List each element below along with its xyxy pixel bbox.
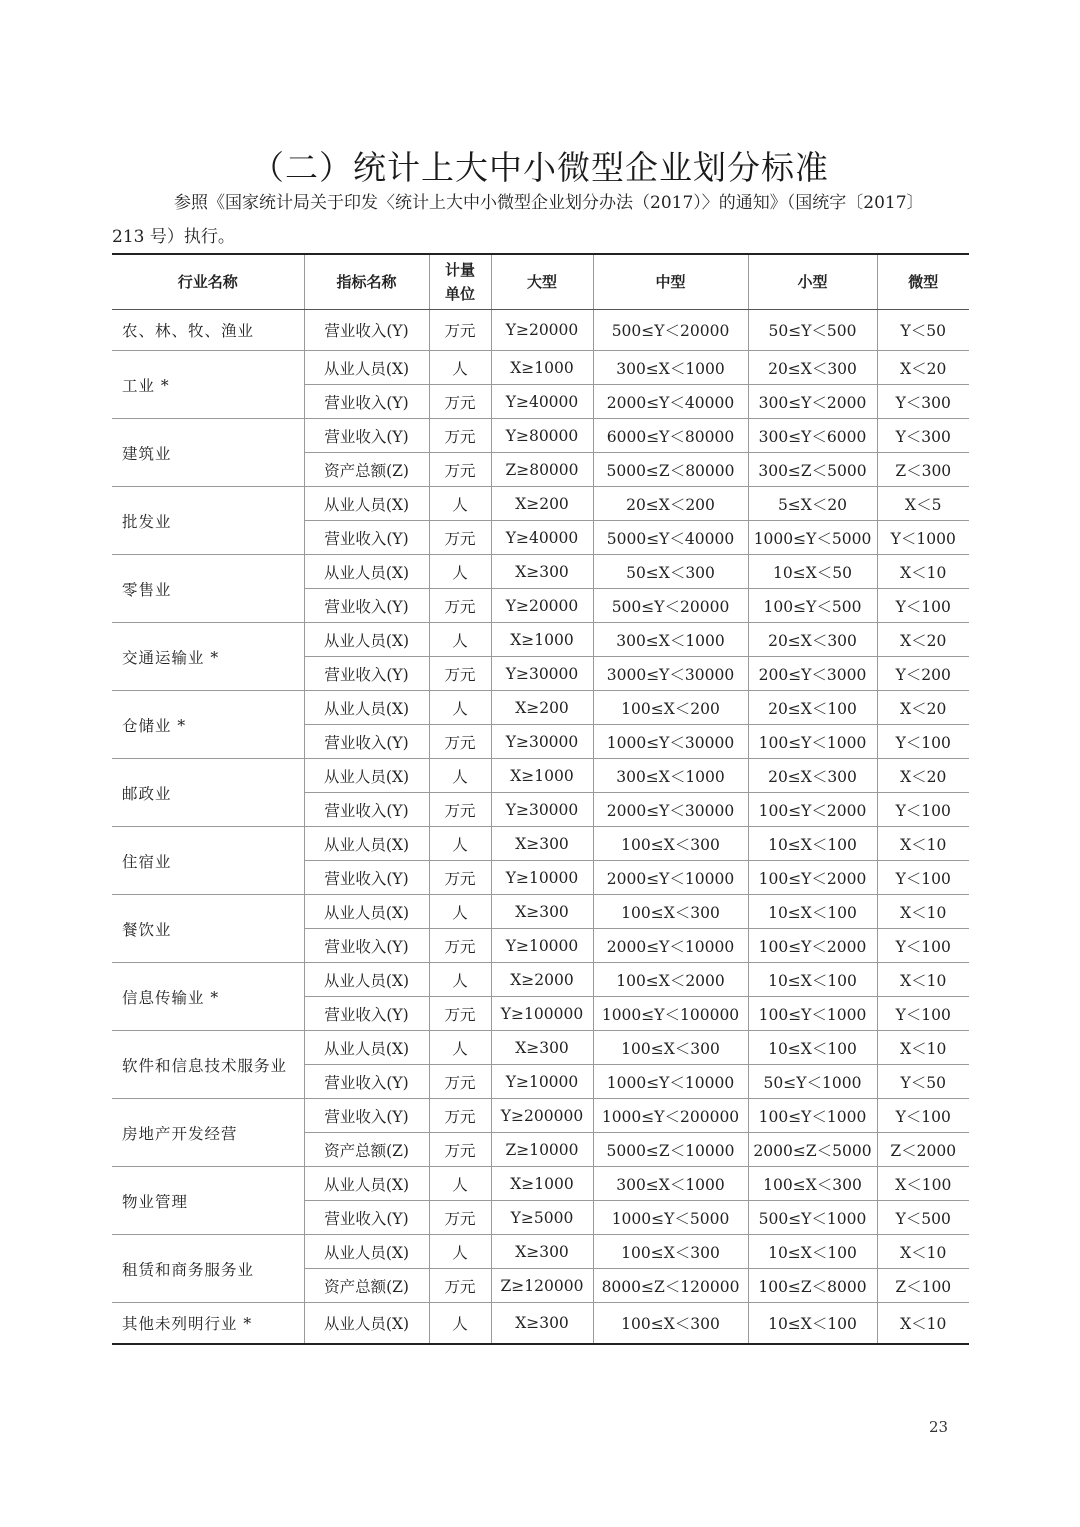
micro-cell: Z＜2000 [877,1133,969,1167]
medium-cell: 300≤X＜1000 [593,623,748,657]
industry-name-cell: 其他未列明行业 * [112,1303,304,1345]
small-cell: 10≤X＜100 [748,1235,877,1269]
indicator-cell: 资产总额(Z) [304,1269,429,1303]
indicator-cell: 营业收入(Y) [304,1065,429,1099]
micro-cell: Y＜100 [877,725,969,759]
header-indicator: 指标名称 [304,254,429,310]
unit-cell: 人 [429,827,491,861]
indicator-cell: 营业收入(Y) [304,310,429,351]
unit-cell: 人 [429,691,491,725]
industry-name-cell: 物业管理 [112,1167,304,1235]
table-row [112,487,969,521]
indicator-cell: 从业人员(X) [304,895,429,929]
indicator-cell: 资产总额(Z) [304,1133,429,1167]
medium-cell: 50≤X＜300 [593,555,748,589]
table-row [112,963,969,997]
industry-name-cell: 住宿业 [112,827,304,895]
small-cell: 100≤Y＜2000 [748,929,877,963]
indicator-cell: 从业人员(X) [304,827,429,861]
unit-cell: 人 [429,351,491,385]
indicator-cell: 营业收入(Y) [304,657,429,691]
micro-cell: X＜20 [877,351,969,385]
small-cell: 10≤X＜100 [748,827,877,861]
micro-cell: X＜10 [877,827,969,861]
small-cell: 300≤Y＜6000 [748,419,877,453]
medium-cell: 2000≤Y＜30000 [593,793,748,827]
unit-cell: 万元 [429,725,491,759]
table-row [112,1235,969,1269]
large-cell: Z≥80000 [491,453,593,487]
unit-cell: 人 [429,1303,491,1345]
medium-cell: 300≤X＜1000 [593,759,748,793]
industry-name-cell: 软件和信息技术服务业 [112,1031,304,1099]
micro-cell: X＜20 [877,623,969,657]
medium-cell: 300≤X＜1000 [593,1167,748,1201]
medium-cell: 5000≤Z＜80000 [593,453,748,487]
table-row [112,895,969,929]
micro-cell: Y＜100 [877,589,969,623]
large-cell: X≥300 [491,555,593,589]
unit-cell: 万元 [429,929,491,963]
small-cell: 20≤X＜300 [748,759,877,793]
unit-cell: 人 [429,963,491,997]
header-medium: 中型 [593,254,748,310]
micro-cell: X＜20 [877,759,969,793]
medium-cell: 1000≤Y＜5000 [593,1201,748,1235]
small-cell: 100≤Y＜1000 [748,997,877,1031]
indicator-cell: 营业收入(Y) [304,793,429,827]
industry-name-cell: 交通运输业 * [112,623,304,691]
unit-cell: 万元 [429,521,491,555]
large-cell: X≥300 [491,827,593,861]
micro-cell: X＜10 [877,895,969,929]
medium-cell: 500≤Y＜20000 [593,310,748,351]
intro-paragraph [112,186,972,254]
small-cell: 10≤X＜100 [748,895,877,929]
large-cell: Y≥80000 [491,419,593,453]
unit-cell: 万元 [429,1269,491,1303]
indicator-cell: 营业收入(Y) [304,997,429,1031]
large-cell: X≥200 [491,691,593,725]
unit-cell: 万元 [429,589,491,623]
large-cell: X≥2000 [491,963,593,997]
industry-name-cell: 房地产开发经营 [112,1099,304,1167]
indicator-cell: 营业收入(Y) [304,861,429,895]
table-body [112,310,969,1345]
unit-cell: 万元 [429,310,491,351]
indicator-cell: 营业收入(Y) [304,589,429,623]
medium-cell: 8000≤Z＜120000 [593,1269,748,1303]
indicator-cell: 从业人员(X) [304,759,429,793]
indicator-cell: 从业人员(X) [304,351,429,385]
small-cell: 300≤Z＜5000 [748,453,877,487]
table-row [112,1031,969,1065]
medium-cell: 1000≤Y＜10000 [593,1065,748,1099]
table-row [112,555,969,589]
large-cell: Y≥20000 [491,589,593,623]
medium-cell: 2000≤Y＜10000 [593,861,748,895]
large-cell: Y≥30000 [491,793,593,827]
indicator-cell: 营业收入(Y) [304,1099,429,1133]
micro-cell: Y＜100 [877,793,969,827]
micro-cell: Y＜200 [877,657,969,691]
indicator-cell: 资产总额(Z) [304,453,429,487]
unit-cell: 人 [429,1031,491,1065]
unit-cell: 万元 [429,385,491,419]
indicator-cell: 从业人员(X) [304,1303,429,1345]
small-cell: 100≤Y＜2000 [748,861,877,895]
small-cell: 500≤Y＜1000 [748,1201,877,1235]
large-cell: X≥1000 [491,623,593,657]
small-cell: 10≤X＜100 [748,963,877,997]
table-row [112,1303,969,1345]
micro-cell: Z＜100 [877,1269,969,1303]
small-cell: 20≤X＜100 [748,691,877,725]
large-cell: X≥200 [491,487,593,521]
large-cell: X≥300 [491,1235,593,1269]
unit-cell: 万元 [429,861,491,895]
medium-cell: 500≤Y＜20000 [593,589,748,623]
industry-name-cell: 邮政业 [112,759,304,827]
large-cell: Y≥10000 [491,861,593,895]
medium-cell: 1000≤Y＜30000 [593,725,748,759]
unit-cell: 人 [429,1167,491,1201]
unit-cell: 人 [429,623,491,657]
indicator-cell: 营业收入(Y) [304,419,429,453]
large-cell: X≥1000 [491,759,593,793]
industry-name-cell: 信息传输业 * [112,963,304,1031]
header-large: 大型 [491,254,593,310]
medium-cell: 3000≤Y＜30000 [593,657,748,691]
small-cell: 2000≤Z＜5000 [748,1133,877,1167]
micro-cell: X＜5 [877,487,969,521]
indicator-cell: 从业人员(X) [304,691,429,725]
medium-cell: 2000≤Y＜40000 [593,385,748,419]
industry-name-cell: 租赁和商务服务业 [112,1235,304,1303]
large-cell: X≥1000 [491,351,593,385]
industry-name-cell: 餐饮业 [112,895,304,963]
unit-cell: 万元 [429,419,491,453]
industry-name-cell: 建筑业 [112,419,304,487]
unit-cell: 万元 [429,793,491,827]
small-cell: 1000≤Y＜5000 [748,521,877,555]
table-row [112,310,969,351]
table-row [112,351,969,385]
micro-cell: Y＜100 [877,929,969,963]
micro-cell: X＜10 [877,555,969,589]
industry-name-cell: 零售业 [112,555,304,623]
table-row [112,623,969,657]
unit-cell: 万元 [429,453,491,487]
unit-cell: 人 [429,759,491,793]
large-cell: X≥300 [491,1303,593,1345]
indicator-cell: 从业人员(X) [304,623,429,657]
large-cell: X≥300 [491,895,593,929]
large-cell: Y≥40000 [491,385,593,419]
small-cell: 100≤Y＜1000 [748,1099,877,1133]
indicator-cell: 营业收入(Y) [304,725,429,759]
medium-cell: 1000≤Y＜100000 [593,997,748,1031]
small-cell: 100≤Y＜1000 [748,725,877,759]
small-cell: 100≤Z＜8000 [748,1269,877,1303]
micro-cell: Y＜100 [877,1099,969,1133]
industry-name-cell: 农、林、牧、渔业 [112,310,304,351]
small-cell: 300≤Y＜2000 [748,385,877,419]
indicator-cell: 营业收入(Y) [304,385,429,419]
unit-cell: 万元 [429,1065,491,1099]
table-row [112,691,969,725]
small-cell: 50≤Y＜1000 [748,1065,877,1099]
large-cell: Y≥20000 [491,310,593,351]
table-header-row [112,254,969,310]
unit-cell: 人 [429,555,491,589]
page-title: （二）统计上大中小微型企业划分标准 [251,148,829,187]
small-cell: 100≤X＜300 [748,1167,877,1201]
medium-cell: 1000≤Y＜200000 [593,1099,748,1133]
medium-cell: 5000≤Z＜10000 [593,1133,748,1167]
micro-cell: Y＜50 [877,310,969,351]
small-cell: 200≤Y＜3000 [748,657,877,691]
unit-cell: 万元 [429,1201,491,1235]
medium-cell: 100≤X＜300 [593,1031,748,1065]
micro-cell: Y＜300 [877,385,969,419]
micro-cell: X＜10 [877,963,969,997]
small-cell: 5≤X＜20 [748,487,877,521]
industry-name-cell: 工业 * [112,351,304,419]
industry-name-cell: 仓储业 * [112,691,304,759]
large-cell: Z≥10000 [491,1133,593,1167]
medium-cell: 100≤X＜300 [593,827,748,861]
micro-cell: X＜10 [877,1235,969,1269]
page-number: 23 [929,1418,949,1436]
medium-cell: 100≤X＜300 [593,1235,748,1269]
micro-cell: X＜20 [877,691,969,725]
micro-cell: Y＜100 [877,861,969,895]
large-cell: Z≥120000 [491,1269,593,1303]
indicator-cell: 营业收入(Y) [304,1201,429,1235]
large-cell: Y≥10000 [491,929,593,963]
medium-cell: 100≤X＜300 [593,895,748,929]
indicator-cell: 从业人员(X) [304,487,429,521]
medium-cell: 20≤X＜200 [593,487,748,521]
enterprise-size-table [112,253,969,1345]
small-cell: 10≤X＜100 [748,1303,877,1345]
unit-cell: 人 [429,895,491,929]
large-cell: Y≥30000 [491,725,593,759]
indicator-cell: 从业人员(X) [304,1167,429,1201]
small-cell: 100≤Y＜2000 [748,793,877,827]
micro-cell: X＜100 [877,1167,969,1201]
table-row [112,1099,969,1133]
unit-cell: 人 [429,487,491,521]
large-cell: Y≥100000 [491,997,593,1031]
medium-cell: 5000≤Y＜40000 [593,521,748,555]
unit-cell: 人 [429,1235,491,1269]
industry-name-cell: 批发业 [112,487,304,555]
medium-cell: 100≤X＜300 [593,1303,748,1345]
unit-cell: 万元 [429,1133,491,1167]
micro-cell: X＜10 [877,1031,969,1065]
small-cell: 50≤Y＜500 [748,310,877,351]
micro-cell: Z＜300 [877,453,969,487]
micro-cell: Y＜300 [877,419,969,453]
large-cell: X≥1000 [491,1167,593,1201]
large-cell: Y≥30000 [491,657,593,691]
indicator-cell: 从业人员(X) [304,1235,429,1269]
unit-cell: 万元 [429,1099,491,1133]
table-row [112,1167,969,1201]
micro-cell: Y＜50 [877,1065,969,1099]
intro-line-1: 参照《国家统计局关于印发〈统计上大中小微型企业划分办法（2017）〉的通知》（国统字〔2017〕 [174,193,924,213]
small-cell: 10≤X＜50 [748,555,877,589]
micro-cell: Y＜100 [877,997,969,1031]
large-cell: Y≥5000 [491,1201,593,1235]
indicator-cell: 从业人员(X) [304,963,429,997]
micro-cell: X＜10 [877,1303,969,1345]
micro-cell: Y＜500 [877,1201,969,1235]
medium-cell: 100≤X＜200 [593,691,748,725]
medium-cell: 100≤X＜2000 [593,963,748,997]
large-cell: X≥300 [491,1031,593,1065]
indicator-cell: 营业收入(Y) [304,929,429,963]
header-micro: 微型 [877,254,969,310]
small-cell: 20≤X＜300 [748,623,877,657]
table-row [112,827,969,861]
unit-cell: 万元 [429,657,491,691]
medium-cell: 6000≤Y＜80000 [593,419,748,453]
medium-cell: 300≤X＜1000 [593,351,748,385]
large-cell: Y≥10000 [491,1065,593,1099]
table-row [112,419,969,453]
indicator-cell: 从业人员(X) [304,1031,429,1065]
intro-line-2: 213 号）执行。 [112,227,235,247]
table-row [112,759,969,793]
micro-cell: Y＜1000 [877,521,969,555]
small-cell: 20≤X＜300 [748,351,877,385]
header-industry: 行业名称 [112,254,304,310]
indicator-cell: 从业人员(X) [304,555,429,589]
header-unit: 计量单位 [429,254,491,310]
unit-cell: 万元 [429,997,491,1031]
indicator-cell: 营业收入(Y) [304,521,429,555]
small-cell: 100≤Y＜500 [748,589,877,623]
medium-cell: 2000≤Y＜10000 [593,929,748,963]
large-cell: Y≥40000 [491,521,593,555]
small-cell: 10≤X＜100 [748,1031,877,1065]
header-small: 小型 [748,254,877,310]
large-cell: Y≥200000 [491,1099,593,1133]
